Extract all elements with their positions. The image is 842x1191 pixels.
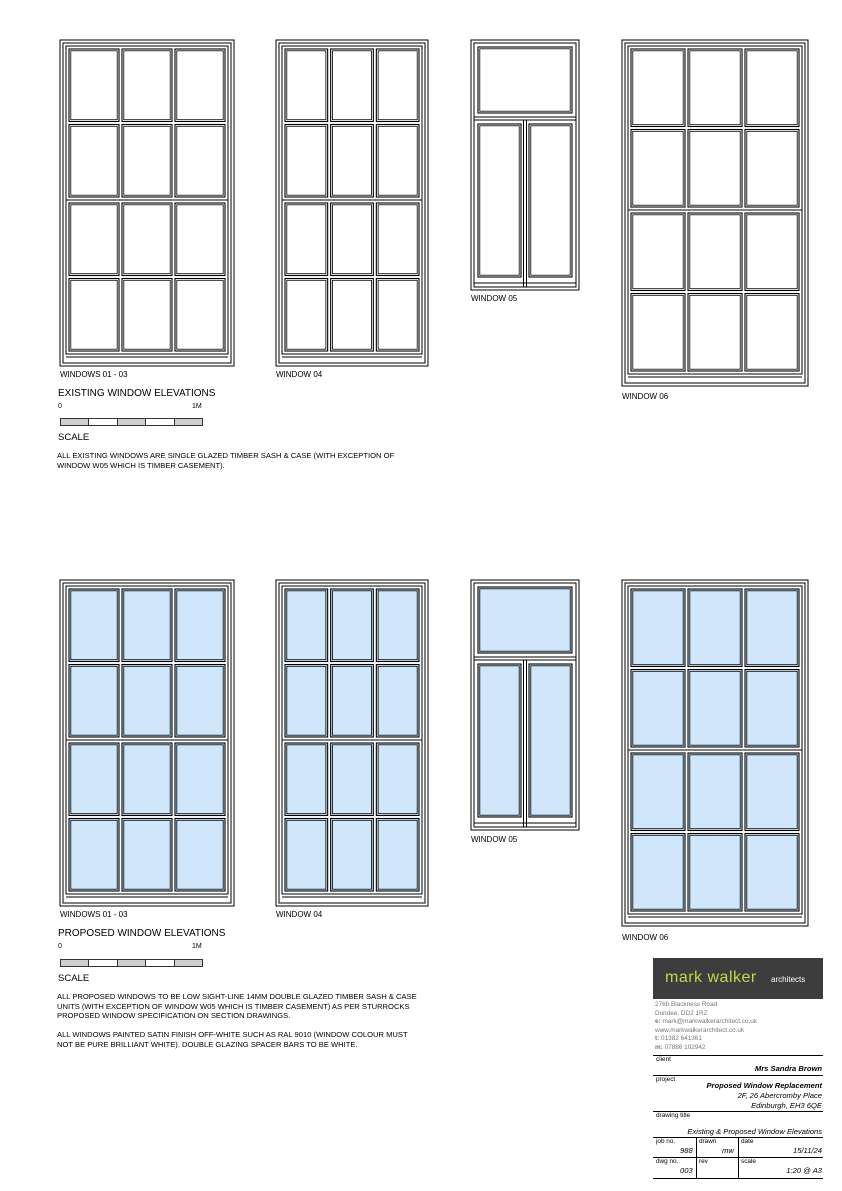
proposed-scale-bar — [60, 959, 203, 967]
tb-divider-project — [653, 1075, 823, 1076]
glass-pane-inner — [71, 205, 117, 274]
glass-pane — [745, 834, 799, 912]
glass-pane-inner — [747, 295, 797, 369]
glass-pane-inner — [378, 126, 417, 195]
existing-windows-01-03-top-sash — [66, 46, 228, 200]
proposed-scale-start: 0 — [58, 943, 62, 950]
existing-window-05-outer-frame — [471, 40, 579, 290]
glass-pane — [688, 49, 742, 127]
glass-pane — [122, 589, 172, 662]
firm-email: mark@markwalkerarchitect.co.uk — [662, 1018, 758, 1026]
glass-pane — [631, 589, 685, 667]
glass-pane — [175, 279, 225, 352]
glass-pane — [331, 589, 374, 662]
client-name: Mrs Sandra Brown — [754, 1064, 822, 1073]
glass-pane — [122, 125, 172, 198]
glass-pane — [122, 203, 172, 276]
glass-pane — [175, 203, 225, 276]
glass-pane — [688, 834, 742, 912]
firm-suffix: architects — [771, 975, 806, 984]
proposed-elevations-heading: PROPOSED WINDOW ELEVATIONS — [58, 928, 226, 939]
drawing-title-label: drawing title — [656, 1112, 691, 1119]
glass-pane-inner — [378, 51, 417, 120]
glass-pane — [478, 47, 572, 113]
existing-window-04-bottom-sash — [282, 200, 422, 354]
glass-pane — [745, 753, 799, 831]
glass-pane-inner — [633, 51, 683, 125]
glass-pane-inner — [747, 131, 797, 205]
glass-pane — [376, 665, 419, 738]
glass-pane — [69, 49, 119, 122]
glass-pane — [631, 49, 685, 127]
glass-pane — [631, 130, 685, 208]
glass-pane-inner — [747, 51, 797, 125]
tel-label: t: — [655, 1035, 660, 1043]
glass-pane — [376, 279, 419, 352]
glass-pane — [688, 130, 742, 208]
glass-pane — [285, 203, 328, 276]
glass-pane-inner — [71, 51, 117, 120]
existing-label-window-04: WINDOW 04 — [276, 370, 323, 379]
glass-pane — [69, 665, 119, 738]
address-line-1: 276b Blackness Road — [655, 1001, 718, 1008]
glass-pane — [331, 125, 374, 198]
glass-pane-inner — [287, 280, 326, 349]
project-address-1: 2F, 26 Abercromby Place — [737, 1091, 822, 1100]
glass-pane — [122, 743, 172, 816]
glass-pane — [175, 589, 225, 662]
glass-pane-inner — [633, 295, 683, 369]
glass-pane-inner — [124, 280, 170, 349]
glass-pane-inner — [690, 51, 740, 125]
glass-pane — [529, 124, 572, 277]
glass-pane-inner — [287, 126, 326, 195]
existing-note: ALL EXISTING WINDOWS ARE SINGLE GLAZED TIMBER SASH & CASE (WITH EXCEPTION OF WINDOW W05 WHICH IS TIMBER CASEMENT). — [57, 451, 395, 470]
glass-pane-inner — [332, 280, 371, 349]
glass-pane-inner — [480, 126, 519, 275]
glass-pane-inner — [480, 49, 570, 111]
glass-pane-inner — [690, 215, 740, 289]
proposed-label-window-05: WINDOW 05 — [471, 835, 518, 844]
glass-pane — [285, 589, 328, 662]
tb-bottom-line — [653, 1178, 823, 1179]
glass-pane-inner — [332, 51, 371, 120]
glass-pane — [688, 670, 742, 748]
glass-pane — [331, 49, 374, 122]
glass-pane — [478, 124, 521, 277]
tb-divider-client — [653, 1055, 823, 1056]
glass-pane — [688, 589, 742, 667]
glass-pane — [745, 49, 799, 127]
glass-pane-inner — [378, 205, 417, 274]
glass-pane — [745, 294, 799, 372]
existing-elevations-heading: EXISTING WINDOW ELEVATIONS — [58, 388, 216, 399]
glass-pane-inner — [287, 51, 326, 120]
glass-pane — [631, 753, 685, 831]
firm-name: mark walker — [665, 969, 757, 986]
glass-pane-inner — [124, 205, 170, 274]
glass-pane — [175, 743, 225, 816]
proposed-label-windows-01-03: WINDOWS 01 - 03 — [60, 910, 128, 919]
glass-pane — [331, 665, 374, 738]
existing-window-06-top-sash — [628, 46, 802, 210]
glass-pane — [175, 125, 225, 198]
existing-scale-label: SCALE — [58, 432, 90, 443]
glass-pane — [69, 819, 119, 892]
project-address-2: Edinburgh, EH3 6QE — [751, 1101, 822, 1110]
glass-pane — [745, 213, 799, 291]
existing-label-window-05: WINDOW 05 — [471, 294, 518, 303]
proposed-scale-end: 1M — [192, 943, 202, 950]
existing-scale-end: 1M — [192, 403, 202, 410]
glass-pane — [529, 664, 572, 817]
proposed-label-window-04: WINDOW 04 — [276, 910, 323, 919]
glass-pane-inner — [177, 280, 223, 349]
glass-pane — [122, 49, 172, 122]
glass-pane — [376, 589, 419, 662]
glass-pane-inner — [690, 295, 740, 369]
glass-pane-inner — [71, 280, 117, 349]
glass-pane — [285, 125, 328, 198]
glass-pane — [175, 49, 225, 122]
glass-pane — [376, 49, 419, 122]
proposed-note-2: ALL WINDOWS PAINTED SATIN FINISH OFF-WHITE SUCH AS RAL 9010 (WINDOW COLOUR MUST NOT BE PURE BRILLIANT WHITE). DOUBLE GLAZING SPACER BARS TO BE WHITE. — [57, 1030, 408, 1049]
glass-pane — [331, 743, 374, 816]
email-label: e: — [655, 1018, 661, 1026]
glass-pane — [688, 213, 742, 291]
glass-pane — [688, 294, 742, 372]
client-label: client — [656, 1056, 671, 1063]
glass-pane — [69, 279, 119, 352]
project-label: project — [656, 1076, 676, 1083]
glass-pane-inner — [177, 205, 223, 274]
glass-pane — [331, 819, 374, 892]
rev-label: rev — [699, 1158, 708, 1165]
glass-pane-inner — [124, 51, 170, 120]
existing-windows-01-03-bottom-sash — [66, 200, 228, 354]
proposed-label-window-06: WINDOW 06 — [622, 933, 669, 942]
glass-pane — [376, 743, 419, 816]
glass-pane — [122, 819, 172, 892]
glass-pane — [69, 125, 119, 198]
dwg-no: 003 — [680, 1166, 693, 1175]
glass-pane — [631, 213, 685, 291]
glass-pane — [688, 753, 742, 831]
glass-pane — [285, 819, 328, 892]
address-line-2: Dundee, DD2 1RZ — [655, 1009, 708, 1017]
existing-label-windows-01-03: WINDOWS 01 - 03 — [60, 370, 128, 379]
glass-pane — [631, 670, 685, 748]
proposed-note-1: ALL PROPOSED WINDOWS TO BE LOW SIGHT-LINE 14MM DOUBLE GLAZED TIMBER SASH & CASE UNITS (WITH EXCEPTION OF WINDOW W05 WHICH IS TIMBER CASEMENT) AS PER STURROCKS PROPOSED WINDOW SPECIFICATION ON SECTION DRAWINGS. — [57, 992, 417, 1021]
glass-pane-inner — [177, 51, 223, 120]
glass-pane — [478, 664, 521, 817]
existing-window-04-top-sash — [282, 46, 422, 200]
glass-pane — [478, 587, 572, 653]
glass-pane — [69, 589, 119, 662]
glass-pane — [376, 125, 419, 198]
drawing-scale: 1:20 @ A3 — [786, 1166, 822, 1175]
drawing-date: 15/11/24 — [793, 1146, 822, 1155]
job-no: 988 — [680, 1146, 693, 1155]
glass-pane — [122, 279, 172, 352]
existing-label-window-06: WINDOW 06 — [622, 392, 669, 401]
existing-scale-bar — [60, 418, 203, 426]
firm-address — [655, 1001, 757, 1053]
job-no-label: job no. — [656, 1138, 676, 1145]
existing-window-06-bottom-sash — [628, 210, 802, 374]
date-label: date — [741, 1138, 754, 1145]
glass-pane — [376, 203, 419, 276]
glass-pane-inner — [690, 131, 740, 205]
glass-pane — [69, 743, 119, 816]
glass-pane — [175, 665, 225, 738]
glass-pane — [631, 834, 685, 912]
glass-pane-inner — [71, 126, 117, 195]
glass-pane-inner — [633, 215, 683, 289]
firm-telephone: 01382 641361 — [661, 1035, 702, 1043]
glass-pane-inner — [332, 205, 371, 274]
glass-pane — [69, 203, 119, 276]
firm-website: www.markwalkerarchitect.co.uk — [655, 1026, 745, 1034]
proposed-scale-label: SCALE — [58, 973, 90, 984]
glass-pane — [376, 819, 419, 892]
glass-pane — [745, 670, 799, 748]
glass-pane — [285, 279, 328, 352]
glass-pane-inner — [124, 126, 170, 195]
glass-pane — [631, 294, 685, 372]
firm-logo — [653, 958, 823, 999]
glass-pane-inner — [332, 126, 371, 195]
glass-pane — [175, 819, 225, 892]
existing-scale-start: 0 — [58, 403, 62, 410]
drawing-title: Existing & Proposed Window Elevations — [687, 1127, 822, 1136]
drawn-by: mw — [722, 1146, 734, 1155]
scale-label: scale — [741, 1158, 756, 1165]
tb-divider-dwg — [653, 1157, 823, 1158]
mob-label: m: — [655, 1043, 663, 1051]
glass-pane-inner — [747, 215, 797, 289]
firm-mobile: 07886 102942 — [664, 1043, 706, 1051]
drawn-label: drawn — [699, 1138, 717, 1145]
glass-pane — [331, 279, 374, 352]
dwg-no-label: dwg no. — [656, 1158, 679, 1165]
project-title: Proposed Window Replacement — [706, 1081, 822, 1090]
glass-pane — [745, 130, 799, 208]
glass-pane-inner — [287, 205, 326, 274]
glass-pane — [745, 589, 799, 667]
glass-pane — [331, 203, 374, 276]
glass-pane-inner — [177, 126, 223, 195]
glass-pane-inner — [531, 126, 570, 275]
glass-pane — [122, 665, 172, 738]
glass-pane — [285, 665, 328, 738]
glass-pane — [285, 743, 328, 816]
glass-pane-inner — [633, 131, 683, 205]
glass-pane — [285, 49, 328, 122]
glass-pane-inner — [378, 280, 417, 349]
existing-window-05-case — [474, 43, 576, 287]
